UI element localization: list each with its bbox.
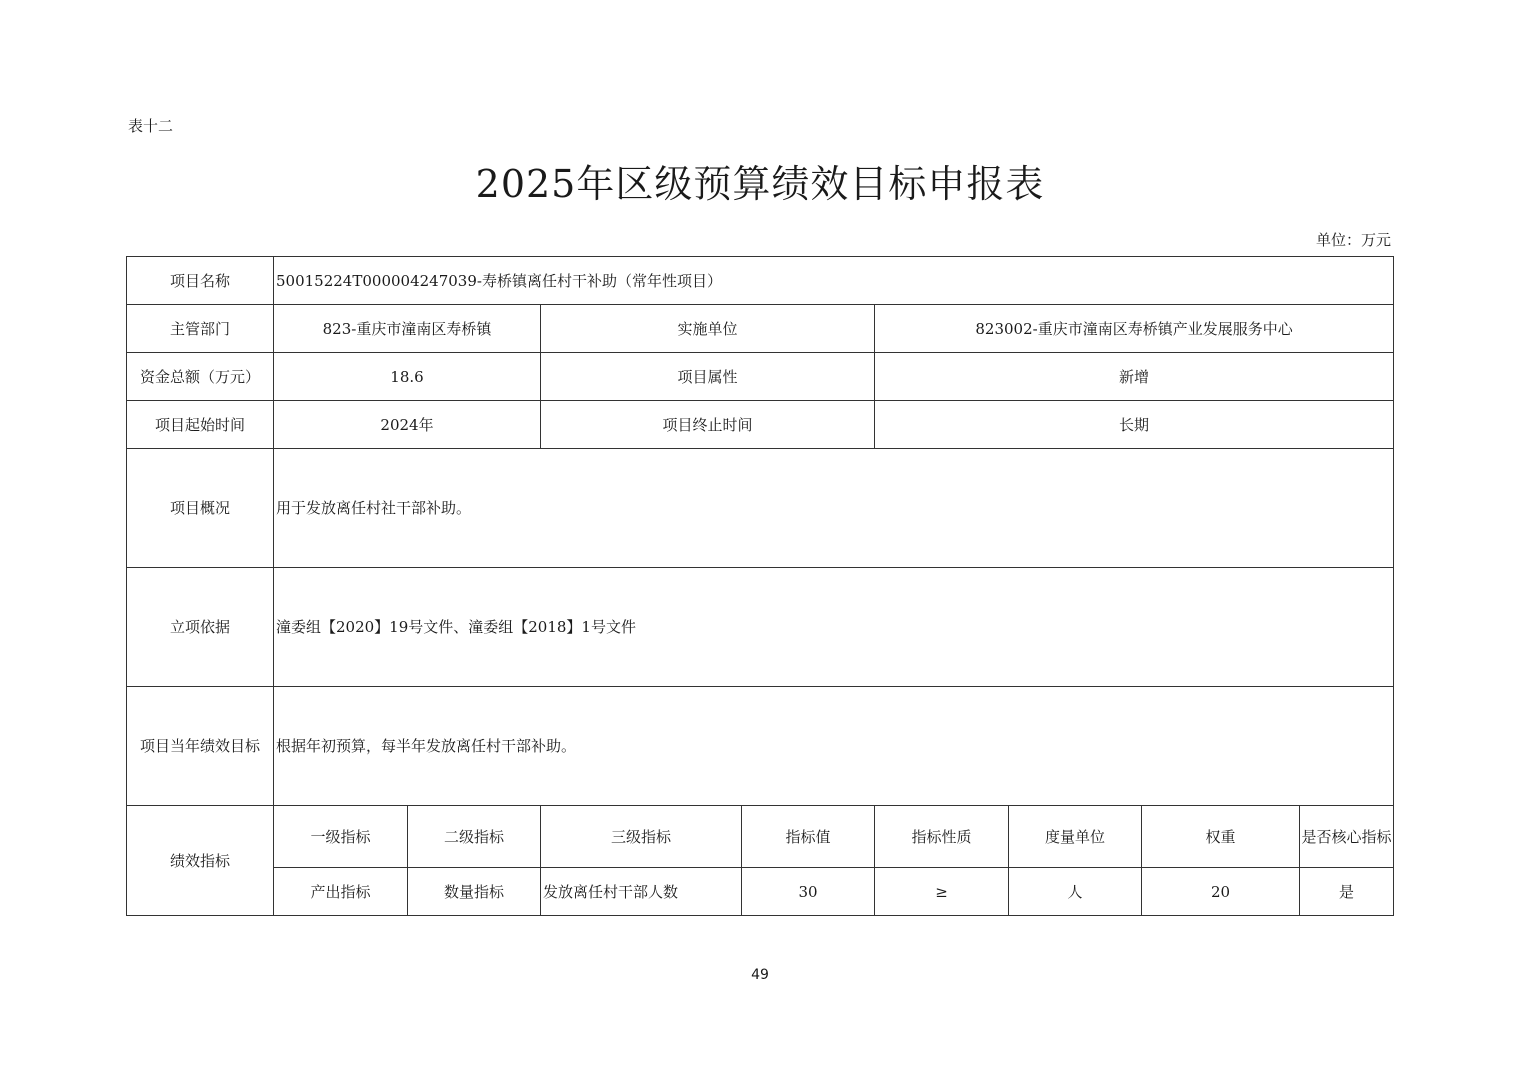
page-number: 49: [751, 967, 769, 983]
goal-label: 项目当年绩效目标: [127, 687, 274, 806]
implementing-unit-label: 实施单位: [541, 305, 875, 353]
page-title: 2025年区级预算绩效目标申报表: [475, 162, 1045, 206]
budget-performance-table: [126, 256, 1394, 916]
fund-total-label: 资金总额（万元）: [127, 353, 274, 401]
fund-total-value: 18.6: [274, 353, 541, 401]
basis-label: 立项依据: [127, 568, 274, 687]
indicator-level1: 产出指标: [274, 868, 408, 916]
implementing-unit-value: 823002-重庆市潼南区寿桥镇产业发展服务中心: [875, 305, 1394, 353]
indicator-header-row: [127, 806, 1394, 868]
table-row-goal: [127, 687, 1394, 806]
indicator-header-weight: 权重: [1142, 806, 1300, 868]
overview-label: 项目概况: [127, 449, 274, 568]
indicator-level2: 数量指标: [408, 868, 541, 916]
department-label: 主管部门: [127, 305, 274, 353]
table-label: 表十二: [128, 117, 174, 135]
table-row-fund: [127, 353, 1394, 401]
overview-value: 用于发放离任村社干部补助。: [274, 449, 1394, 568]
indicators-label: 绩效指标: [127, 806, 274, 916]
table-row-period: [127, 401, 1394, 449]
basis-value: 潼委组【2020】19号文件、潼委组【2018】1号文件: [274, 568, 1394, 687]
indicator-header-value: 指标值: [742, 806, 875, 868]
indicator-core: 是: [1300, 868, 1394, 916]
indicator-unit: 人: [1009, 868, 1142, 916]
table-row-overview: [127, 449, 1394, 568]
indicator-weight: 20: [1142, 868, 1300, 916]
table-row-project-name: [127, 257, 1394, 305]
project-attribute-value: 新增: [875, 353, 1394, 401]
indicator-header-unit: 度量单位: [1009, 806, 1142, 868]
indicator-header-level3: 三级指标: [541, 806, 742, 868]
unit-label: 单位：万元: [1315, 231, 1391, 249]
table-row: [127, 868, 1394, 916]
goal-value: 根据年初预算，每半年发放离任村干部补助。: [274, 687, 1394, 806]
indicator-header-core: 是否核心指标: [1300, 806, 1394, 868]
table-row-basis: [127, 568, 1394, 687]
project-name-value: 50015224T000004247039-寿桥镇离任村干补助（常年性项目）: [274, 257, 1394, 305]
department-value: 823-重庆市潼南区寿桥镇: [274, 305, 541, 353]
end-time-value: 长期: [875, 401, 1394, 449]
indicator-header-level1: 一级指标: [274, 806, 408, 868]
end-time-label: 项目终止时间: [541, 401, 875, 449]
table-row-department: [127, 305, 1394, 353]
indicator-header-level2: 二级指标: [408, 806, 541, 868]
indicator-level3: 发放离任村干部人数: [541, 868, 742, 916]
project-attribute-label: 项目属性: [541, 353, 875, 401]
indicator-header-nature: 指标性质: [875, 806, 1009, 868]
start-time-value: 2024年: [274, 401, 541, 449]
start-time-label: 项目起始时间: [127, 401, 274, 449]
project-name-label: 项目名称: [127, 257, 274, 305]
indicator-value: 30: [742, 868, 875, 916]
indicator-nature: ≥: [875, 868, 1009, 916]
